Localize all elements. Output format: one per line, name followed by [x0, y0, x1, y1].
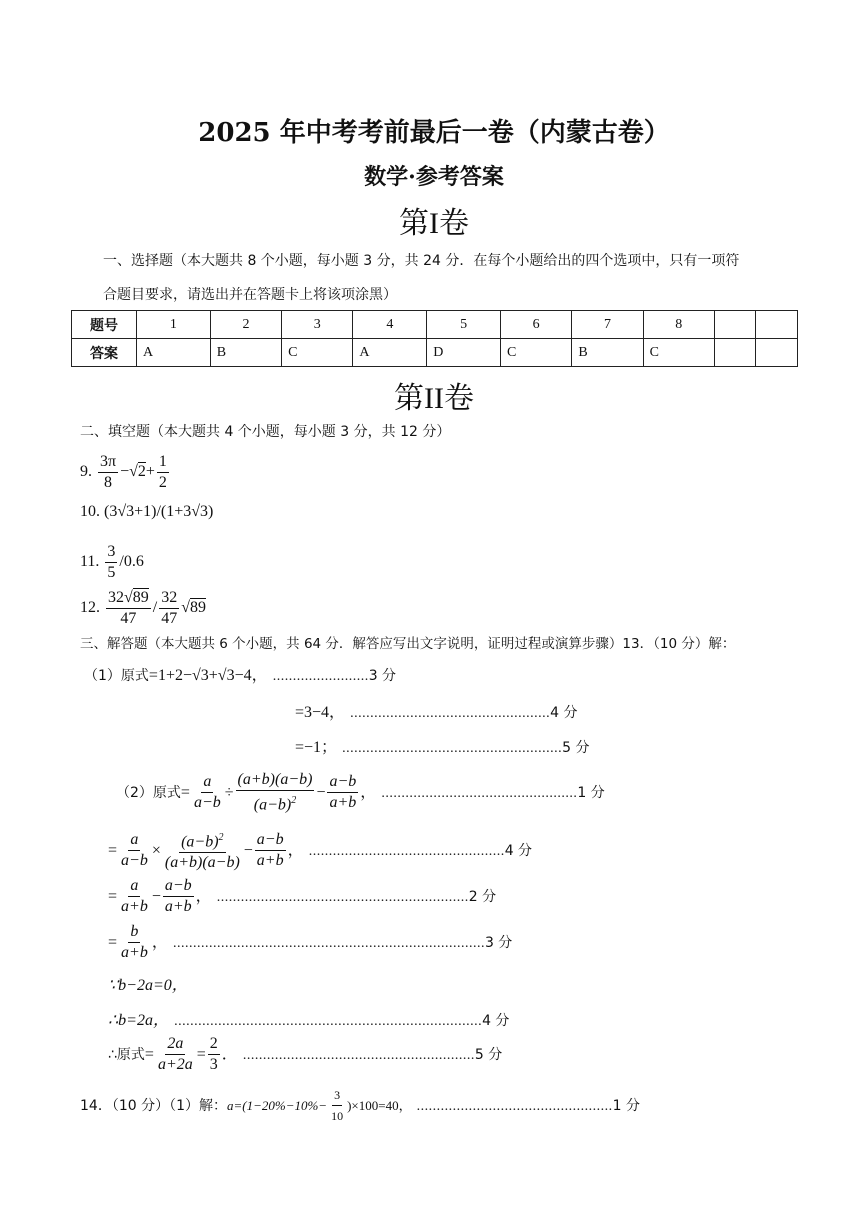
- fraction: $\frac{2a}{a+2a}$: [157, 1035, 193, 1073]
- answer-10-expression: (3√3+1)/(1+3√3): [104, 503, 214, 520]
- q14-line1: [80, 1085, 640, 1126]
- dot-leader: ...............................................................: [216, 890, 469, 905]
- fraction: $\frac{(a-b)^2}{(a+b)(a-b)}$: [163, 828, 242, 873]
- dot-leader: ........................: [272, 669, 369, 684]
- fraction: $\frac{2}{3}$: [209, 1035, 218, 1073]
- q13-part2-line3: = $\frac{a}{a+b}$ − $\frac{a-b}{a+b}$ ， ...............................................................2 分: [108, 877, 497, 915]
- score-label: 5 分: [474, 1047, 503, 1063]
- fraction: $\frac{a-b}{a+b}$: [164, 877, 192, 915]
- math-expression: )×100=40，: [347, 1098, 412, 1113]
- fraction: $\frac{a}{a+b}$: [121, 877, 148, 915]
- fraction: $\frac{b}{a+b}$: [121, 923, 148, 961]
- q13-part2-line2: = $\frac{a}{a-b}$ × $\frac{(a-b)^2}{(a+b)(a-b)}$ − $\frac{a-b}{a+b}$ ， .................................................4 分: [108, 828, 532, 873]
- score-label: 4 分: [504, 843, 533, 860]
- table-header-answer: 答案: [72, 339, 137, 367]
- volume-two-heading: 第II卷: [394, 382, 474, 415]
- q13-part2-line7: ∴原式= $\frac{2a}{a+2a}$ = $\frac{2}{3}$ ． ..........................................................5 分: [108, 1035, 503, 1073]
- dot-leader: .................................................: [308, 844, 505, 860]
- fraction: $\frac{a-b}{a+b}$: [329, 773, 357, 812]
- answer-10: [80, 503, 213, 521]
- fraction: $\frac{(a+b)(a-b)}{(a-b)^2}$: [237, 771, 313, 814]
- table-cell: C: [282, 339, 353, 367]
- score-label: 3 分: [368, 668, 397, 684]
- page-title: 2025 年中考考前最后一卷（内蒙古卷）: [198, 118, 670, 148]
- table-cell: 1: [137, 311, 211, 339]
- fraction: $\frac{1}{2}$: [158, 453, 167, 491]
- q13-part2-line4: = $\frac{b}{a+b}$ ， ..............................................................................3 分: [108, 923, 513, 961]
- score-label: 1 分: [612, 1098, 641, 1114]
- dot-leader: .................................................: [416, 1099, 613, 1114]
- table-cell: A: [353, 339, 427, 367]
- table-cell: B: [210, 339, 281, 367]
- fraction: $\frac{32}{47}$: [161, 589, 178, 627]
- page-subtitle: 数学·参考答案: [364, 164, 504, 190]
- table-cell: A: [137, 339, 211, 367]
- dot-leader: .................................................: [381, 786, 578, 802]
- dot-leader: ..............................................................................: [172, 936, 485, 951]
- fraction: $\frac{a}{a-b}$: [121, 831, 148, 870]
- math-expression: ∴b=2a，: [108, 1012, 169, 1029]
- q13-part2-line6: [108, 1007, 509, 1030]
- math-expression: =1+2−√3+√3−4，: [148, 667, 268, 684]
- fraction: $\frac{3}{5}$: [107, 543, 116, 581]
- fraction: $\frac{3}{10}$: [329, 1085, 345, 1126]
- score-label: 4 分: [482, 1013, 510, 1029]
- table-header-number: 题号: [72, 311, 137, 339]
- section-two-heading: 二、填空题（本大题共 4 个小题，每小题 3 分，共 12 分）: [80, 424, 451, 440]
- table-cell: [714, 339, 755, 367]
- math-expression: =−1；: [295, 739, 338, 756]
- fraction: $\frac{3\pi}{8}$: [100, 453, 117, 491]
- answer-11: [80, 542, 144, 583]
- table-cell: 3: [282, 311, 353, 339]
- section-three-heading: 三、解答题（本大题共 6 个小题，共 64 分．解答应写出文字说明，证明过程或演算步骤）13．（10 分）解：: [80, 636, 736, 652]
- answer-11-tail: /0.6: [119, 553, 144, 571]
- table-cell: 4: [353, 311, 427, 339]
- fraction: $\frac{a}{a-b}$: [193, 773, 221, 812]
- answer-table: [71, 310, 798, 367]
- question-number: 12.: [80, 599, 100, 617]
- score-label: 2 分: [468, 889, 497, 905]
- step-label: 14．（10 分）（1）解：: [80, 1098, 227, 1114]
- q13-part2-line5: ∵b−2a=0，: [108, 977, 188, 994]
- q13-part1-line1: [84, 662, 396, 685]
- dot-leader: ..........................................................: [242, 1048, 475, 1063]
- question-number: 9.: [80, 463, 92, 481]
- table-cell: D: [427, 339, 501, 367]
- score-label: 5 分: [562, 740, 590, 756]
- table-cell: [756, 339, 798, 367]
- table-cell: 6: [501, 311, 572, 339]
- step-label: （2）原式: [116, 785, 181, 802]
- table-cell: [714, 311, 755, 339]
- dot-leader: .......................................................: [342, 741, 563, 756]
- q13-part1-line3: [295, 734, 590, 757]
- q13-part2-line1: （2）原式= $\frac{a}{a-b}$ ÷ $\frac{(a+b)(a-b)}{(a-b)^2}$ − $\frac{a-b}{a+b}$ ， .................................................1 分: [116, 771, 605, 814]
- dot-leader: .............................................................................: [174, 1014, 483, 1029]
- section-one-line2: 合题目要求，请选出并在答题卡上将该项涂黑）: [103, 287, 397, 303]
- answer-table-answer-row: [72, 339, 798, 367]
- table-cell: 5: [427, 311, 501, 339]
- math-expression: a=(1−20%−10%−: [227, 1098, 328, 1113]
- fraction: $\frac{32√89}{47}$: [108, 589, 149, 627]
- math-expression: =3−4，: [295, 704, 346, 721]
- table-cell: [756, 311, 798, 339]
- score-label: 3 分: [484, 935, 513, 951]
- answer-9: 9. $\frac{3\pi}{8}$ −√2+ $\frac{1}{2}$: [80, 453, 167, 491]
- table-cell: 8: [643, 311, 714, 339]
- score-label: 4 分: [550, 705, 578, 721]
- table-cell: C: [643, 339, 714, 367]
- q13-part1-line2: [295, 699, 578, 722]
- question-number: 11.: [80, 553, 100, 571]
- score-label: 1 分: [577, 785, 605, 802]
- answer-table-number-row: [72, 311, 798, 339]
- table-cell: 2: [210, 311, 281, 339]
- question-number: 10.: [80, 503, 100, 520]
- table-cell: B: [572, 339, 643, 367]
- fraction: $\frac{a-b}{a+b}$: [256, 831, 284, 870]
- section-one-line1: 一、选择题（本大题共 8 个小题，每小题 3 分，共 24 分．在每个小题给出的四个选项中，只有一项符: [103, 253, 740, 269]
- step-label: ∴原式: [108, 1047, 145, 1063]
- dot-leader: ..................................................: [350, 706, 551, 721]
- table-cell: 7: [572, 311, 643, 339]
- step-label: （1）原式: [84, 668, 149, 684]
- answer-12: 12. $\frac{32√89}{47}$ / $\frac{32}{47}$ √89: [80, 589, 207, 627]
- volume-one-heading: 第I卷: [399, 207, 469, 240]
- table-cell: C: [501, 339, 572, 367]
